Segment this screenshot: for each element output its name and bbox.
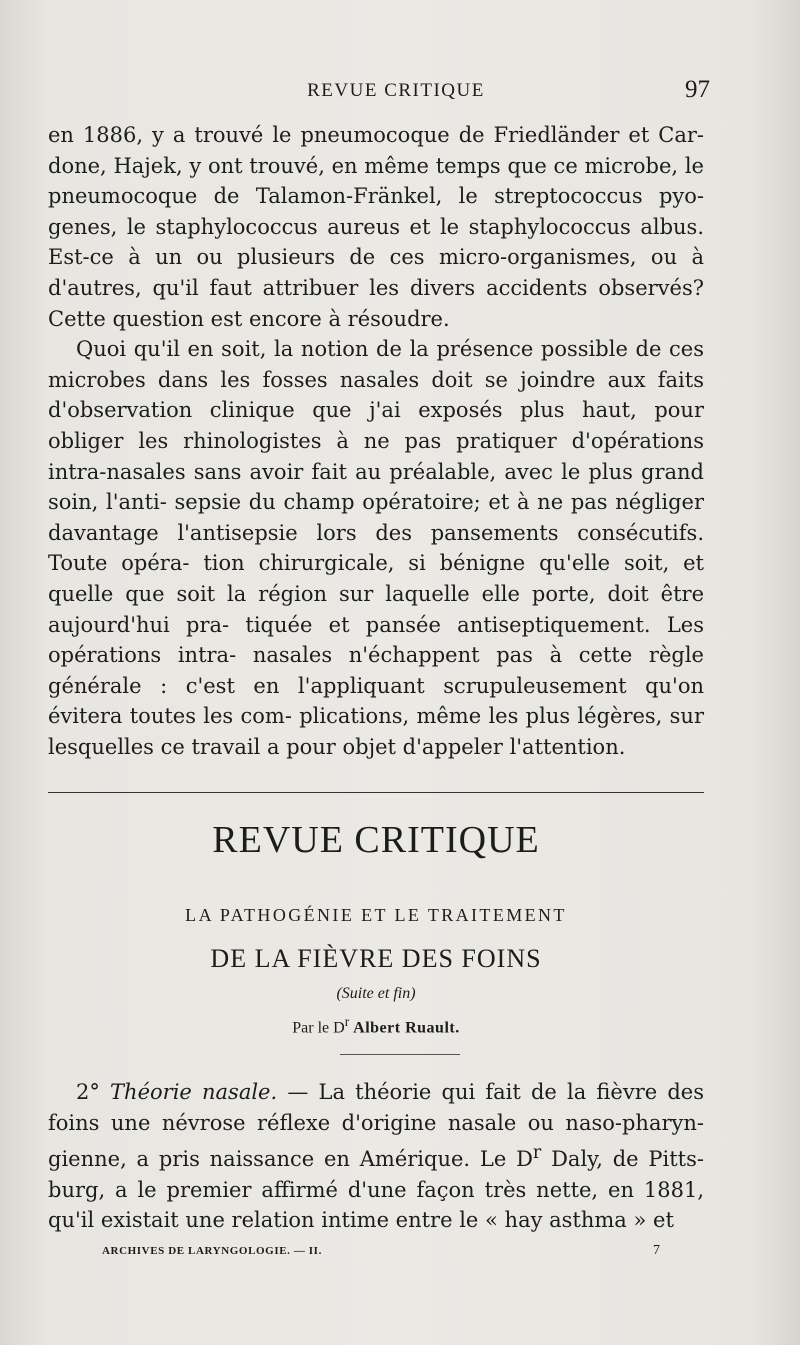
doctor-superscript: r [532, 1143, 542, 1164]
byline-prefix: Par le D [292, 1019, 345, 1037]
text-line: — La théorie qui fait de la fièvre des [287, 1080, 704, 1104]
text-line: sans avoir fait au préalable, avec le plus grand soin, l'anti- [48, 459, 704, 515]
text-line: les rhinologistes à ne pas pratiquer d'opérations intra-nasales [48, 428, 704, 484]
article-title-line-2: DE LA FIÈVRE DES FOINS [210, 944, 542, 973]
text-line: l'antisepsie lors des pansements consécutifs. Toute opéra- [48, 520, 704, 576]
short-divider [340, 1054, 460, 1055]
text-line: microbes dans les fosses nasales doit se joindre aux faits [48, 367, 704, 392]
text-line: done, Hajek, y ont trouvé, en même temps que ce microbe, [48, 153, 679, 178]
text-line: Quoi qu'il en soit, la notion de la présence possible de ces [76, 337, 704, 362]
article-title-line-1: LA PATHOGÉNIE ET LE TRAITEMENT [185, 905, 567, 925]
text-line: Cette question est encore à résoudre. [48, 306, 450, 331]
text-line: nasales n'échappent pas à cette règle générale : c'est en [48, 643, 704, 698]
signature-number: 7 [653, 1243, 660, 1258]
text-line: Est-ce à un ou plusieurs de ces micro-organismes, ou à [48, 245, 704, 270]
text-line: en 1886, y a trouvé le pneumocoque de Friedländer et Car- [48, 123, 704, 147]
text-line: le pneumocoque de Talamon-Fränkel, le streptococcus pyo- [48, 153, 704, 209]
text-line: d'autres, qu'il faut attribuer les divers accidents observés? [48, 275, 704, 300]
page-number: 97 [685, 76, 710, 103]
text-line: d'observation clinique que j'ai exposés plus haut, pour obliger [48, 398, 704, 453]
text-line: qu'il existait une relation intime entre le « hay asthma » et [48, 1208, 674, 1233]
text-line: l'appliquant scrupuleusement qu'on évitera toutes les com- [48, 673, 704, 729]
page-footer [102, 1243, 660, 1263]
journal-signature: ARCHIVES DE LARYNGOLOGIE. — II. [102, 1245, 322, 1257]
running-title: REVUE CRITIQUE [307, 80, 485, 101]
section-number: 2° [76, 1080, 100, 1104]
article-subtitle: (Suite et fin) [336, 985, 416, 1002]
section-title: REVUE CRITIQUE [212, 819, 540, 861]
text-line: la région sur laquelle elle porte, doit être aujourd'hui pra- [48, 581, 704, 637]
section-divider [48, 792, 704, 793]
theory-paragraph [48, 1077, 704, 1236]
text-line: a pour objet d'appeler l'attention. [267, 734, 626, 759]
body-text-bottom [48, 1077, 704, 1236]
text-line: tion chirurgicale, si bénigne qu'elle soit, et quelle que soit [48, 551, 704, 606]
text-line: foins une névrose réflexe d'origine nasale ou naso-pharyn- [48, 1110, 704, 1135]
byline-superscript: r [344, 1014, 350, 1029]
conclusion-paragraph [48, 334, 704, 762]
text-line: sepsie du champ opératoire; et à ne pas négliger davantage [48, 490, 704, 545]
text-line: burg, a le premier affirmé d'une façon très nette, en 1881, [48, 1177, 704, 1202]
text-line: tiquée et pansée antiseptiquement. Les opérations intra- [48, 612, 704, 668]
theory-heading: Théorie nasale. [110, 1080, 278, 1104]
byline-author: Albert Ruault. [353, 1019, 460, 1037]
body-text-top [48, 120, 704, 762]
text-line: Daly, de Pitts- [541, 1147, 704, 1172]
article-byline [48, 1014, 704, 1037]
text-line: plications, même les plus légères, sur lesquelles ce travail [48, 704, 704, 759]
running-header [48, 76, 710, 110]
continuation-paragraph [48, 120, 704, 334]
text-line: genes, le staphylococcus aureus et le staphylococcus albus. [48, 214, 704, 239]
text-line: gienne, a pris naissance en Amérique. Le D [48, 1147, 533, 1172]
